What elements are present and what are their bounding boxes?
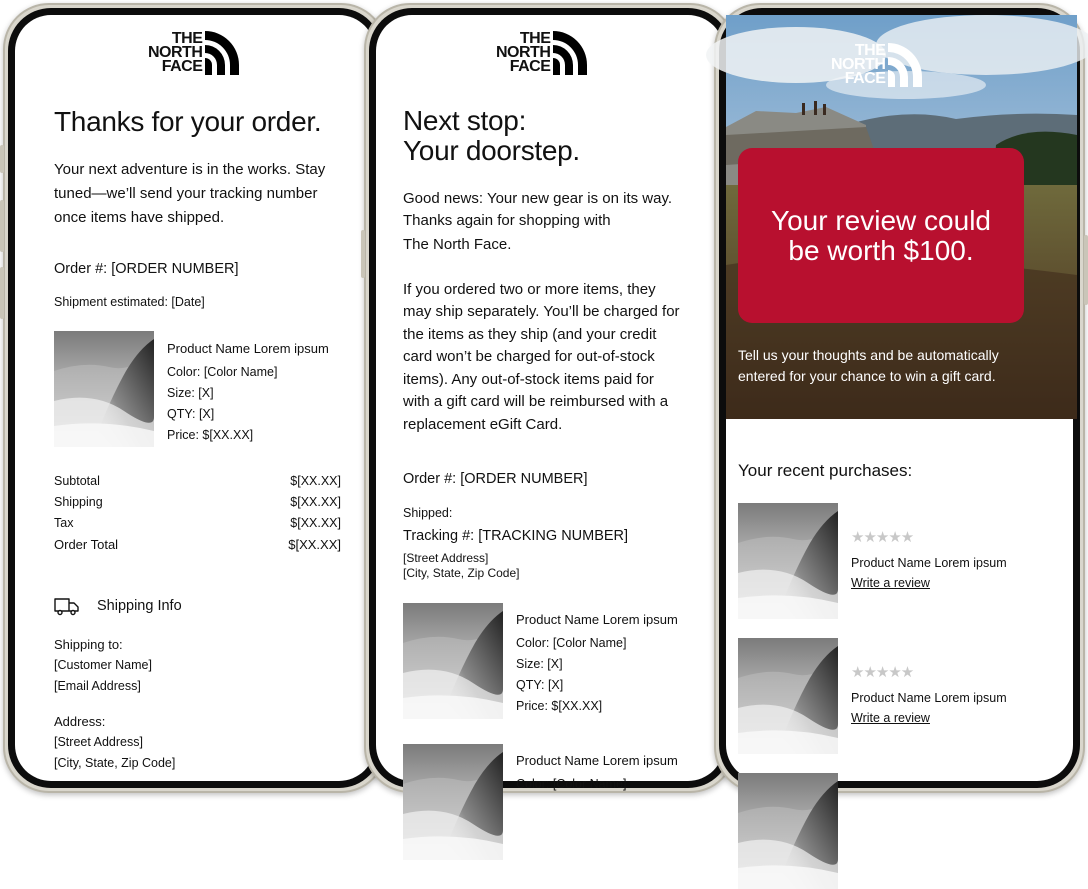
product-color: Color: [Color Name] [167,365,278,379]
star-rating-2[interactable]: ★★★★★ [851,664,914,681]
totals-row-shipping: Shipping $[XX.XX] [54,495,341,509]
tnf-dome-icon [551,31,587,75]
note-line-6: with a gift card will be reimbursed with a [403,393,669,410]
write-review-link-2[interactable]: Write a review [851,711,930,725]
tnf-logo: THE NORTH FACE [148,31,239,75]
recent-item-image-3[interactable] [738,773,838,803]
totals-row-subtotal: Subtotal $[XX.XX] [54,474,341,488]
customer-name: [Customer Name] [54,658,152,672]
review-promo-banner [738,148,1024,323]
street-address: [Street Address] [403,551,489,565]
phone-shipped [364,3,736,793]
tnf-logo: THE NORTH FACE [496,31,587,75]
note-line-7: replacement eGift Card. [403,416,563,433]
write-review-link-1[interactable]: Write a review [851,576,930,590]
recent-purchases-title: Your recent purchases: [738,461,913,480]
screen-review-request [726,15,1073,781]
note-line-2: may ship separately. You’ll be charged for [403,303,680,320]
product-name: Product Name Lorem ipsum [516,612,678,627]
product-name: Product Name Lorem ipsum [167,341,329,356]
order-number: Order #: [ORDER NUMBER] [54,261,239,277]
tnf-dome-icon [886,43,922,87]
recent-item-image-1[interactable] [738,503,838,619]
tnf-dome-icon [203,31,239,75]
email-address: [Email Address] [54,679,141,693]
intro-line-2: Thanks again for shopping with [403,212,611,229]
product-qty: QTY: [X] [516,678,564,692]
address-label: Address: [54,714,106,729]
page-title-line2: Your doorstep. [403,135,580,166]
product-image [403,603,503,719]
phone-order-confirmation [3,3,387,793]
shipped-label: Shipped: [403,506,453,520]
totals-row-order-total: Order Total $[XX.XX] [54,537,341,552]
city-state-zip: [City, State, Zip Code] [54,756,176,770]
note-line-1: If you ordered two or more items, they [403,281,656,298]
product-size: Size: [X] [516,657,563,671]
product-price: Price: $[XX.XX] [167,428,254,442]
promo-headline-line2: be worth $100. [788,235,974,266]
product-name-2: Product Name Lorem ipsum [516,753,678,768]
recent-item-name-1: Product Name Lorem ipsum [851,556,1007,570]
truck-icon [54,596,80,616]
star-rating-1[interactable]: ★★★★★ [851,529,914,546]
street-address: [Street Address] [54,735,143,749]
shipping-info-title: Shipping Info [97,598,182,614]
screen-shipped [376,15,724,791]
note-line-4: card won’t be charged for out-of-stock [403,348,655,365]
intro-text: Your next adventure is in the works. Stay tuned—we’ll send your tracking number once items have shipped. [54,161,326,226]
product-image [54,331,154,447]
promo-headline-line1: Your review could [771,205,991,236]
product-color: Color: [Color Name] [516,636,627,650]
intro-line-3: The North Face. [403,236,512,253]
recent-item-name-2: Product Name Lorem ipsum [851,691,1007,705]
product-image-2 [403,744,503,860]
product-price: Price: $[XX.XX] [516,699,603,713]
promo-subtext-line1: Tell us your thoughts and be automatically [738,347,999,363]
page-title-line1: Next stop: [403,105,527,136]
phone-review-request [714,3,1085,793]
recent-item-image-2[interactable] [738,638,838,754]
city-state-zip: [City, State, Zip Code] [403,566,520,580]
page-title: Thanks for your order. [54,106,322,137]
note-line-5: items). Any out-of-stock items paid for [403,371,654,388]
tnf-logo: THE NORTH FACE [831,43,922,87]
shipping-to-label: Shipping to: [54,637,123,652]
totals-row-tax: Tax $[XX.XX] [54,516,341,530]
note-line-3: the items as they ship (and your credit [403,326,657,343]
order-number: Order #: [ORDER NUMBER] [403,471,588,487]
tracking-number: Tracking #: [TRACKING NUMBER] [403,528,629,544]
shipment-estimated: Shipment estimated: [Date] [54,295,205,309]
product-qty: QTY: [X] [167,407,215,421]
promo-subtext-line2: entered for your chance to win a gift card. [738,368,996,384]
product-color-2: Color: [Color Name] [516,777,627,791]
intro-line-1: Good news: Your new gear is on its way. [403,190,673,207]
screen-order-confirmation [15,15,375,781]
product-size: Size: [X] [167,386,214,400]
